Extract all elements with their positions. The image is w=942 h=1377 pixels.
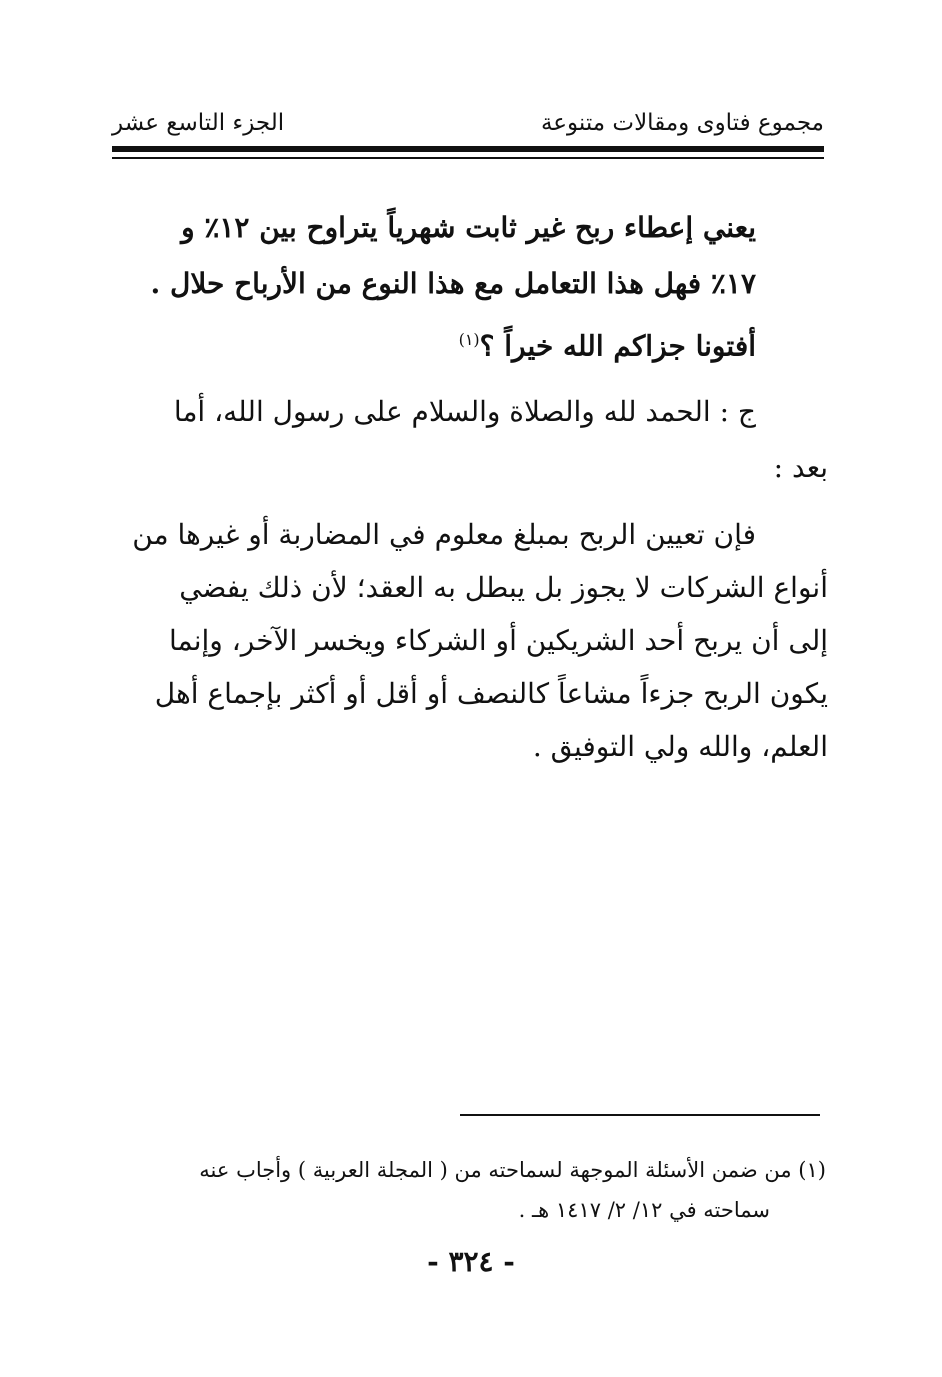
paragraph-line: فإن تعيين الربح بمبلغ معلوم في المضاربة أو غيرها من bbox=[132, 518, 756, 552]
header-rule-thin bbox=[112, 157, 824, 159]
question-last-text: أفتونا جزاكم الله خيراً ؟ bbox=[479, 329, 756, 363]
footnote-line: (١) من ضمن الأسئلة الموجهة لسماحته من ( المجلة العربية ) وأجاب عنه bbox=[199, 1158, 826, 1182]
paragraph-line: إلى أن يربح أحد الشريكين أو الشركاء ويخسر الآخر، وإنما bbox=[169, 624, 828, 658]
main-text bbox=[108, 200, 828, 773]
footnote-reference: (١) bbox=[458, 330, 480, 349]
answer-paragraph bbox=[108, 508, 828, 773]
footnote-separator bbox=[460, 1114, 820, 1116]
running-header bbox=[112, 108, 824, 138]
answer-block bbox=[108, 384, 828, 496]
question-line: ١٧٪ فهل هذا التعامل مع هذا النوع من الأرباح حلال . bbox=[150, 267, 756, 300]
paragraph-line: العلم، والله ولي التوفيق . bbox=[532, 730, 828, 764]
footnote-line: سماحته في ١٢/ ٢/ ١٤١٧ هـ . bbox=[518, 1198, 770, 1222]
book-title: مجموع فتاوى ومقالات متنوعة bbox=[540, 110, 824, 136]
page-number: - ٣٢٤ - bbox=[427, 1245, 515, 1278]
paragraph-line: أنواع الشركات لا يجوز بل يبطل به العقد؛ لأن ذلك يفضي bbox=[179, 571, 828, 605]
answer-line: بعد : bbox=[773, 451, 828, 485]
question-block bbox=[108, 200, 828, 374]
footnote bbox=[106, 1150, 826, 1230]
paragraph-line: يكون الربح جزءاً مشاعاً كالنصف أو أقل أو أكثر بإجماع أهل bbox=[154, 677, 828, 711]
header-rule-thick bbox=[112, 146, 824, 152]
question-line: يعني إعطاء ربح غير ثابت شهرياً يتراوح بين ١٢٪ و bbox=[181, 211, 756, 244]
answer-line: ج : الحمد لله والصلاة والسلام على رسول الله، أما bbox=[173, 395, 756, 429]
question-line bbox=[108, 312, 756, 374]
volume-label: الجزء التاسع عشر bbox=[112, 110, 285, 136]
